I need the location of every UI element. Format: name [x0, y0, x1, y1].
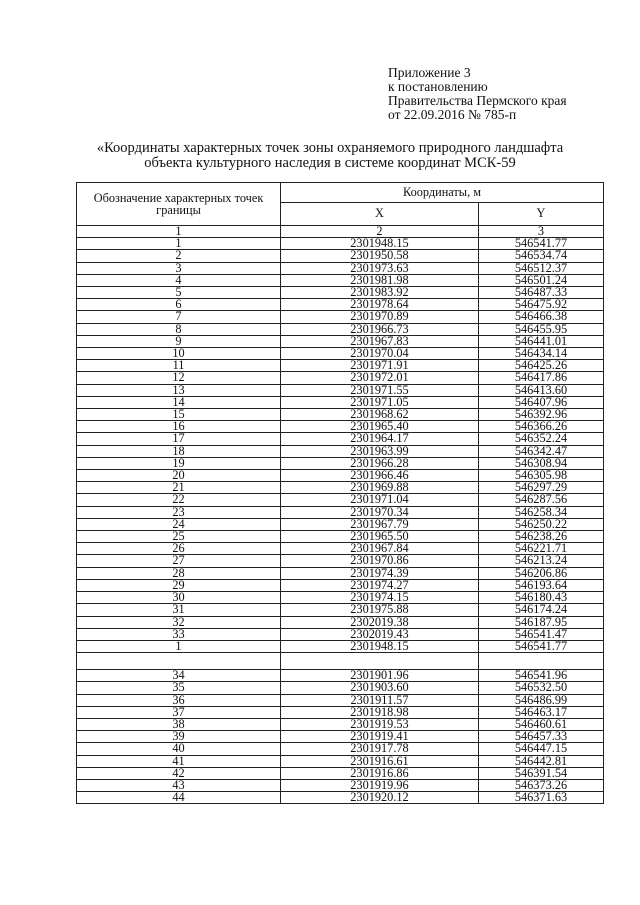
y-coordinate-cell: 546417.86 — [479, 372, 604, 384]
x-coordinate-cell: 2301974.15 — [281, 592, 479, 604]
point-number-cell: 41 — [77, 755, 281, 767]
x-coordinate-cell: 2301970.89 — [281, 311, 479, 323]
point-number-cell: 44 — [77, 792, 281, 804]
table-row — [77, 384, 604, 396]
column-number: 2 — [281, 226, 479, 238]
x-coordinate-cell: 2301920.12 — [281, 792, 479, 804]
y-coordinate-cell: 546392.96 — [479, 409, 604, 421]
table-row — [77, 396, 604, 408]
point-number-cell: 17 — [77, 433, 281, 445]
y-coordinate-cell: 546407.96 — [479, 396, 604, 408]
point-number-cell: 37 — [77, 706, 281, 718]
x-coordinate-cell: 2301963.99 — [281, 445, 479, 457]
appendix-line: Приложение 3 — [388, 65, 471, 80]
point-number-cell: 21 — [77, 482, 281, 494]
y-coordinate-cell: 546425.26 — [479, 360, 604, 372]
point-number-cell: 27 — [77, 555, 281, 567]
x-coordinate-cell: 2301919.53 — [281, 718, 479, 730]
point-number-cell: 33 — [77, 628, 281, 640]
table-row — [77, 238, 604, 250]
point-number-cell: 14 — [77, 396, 281, 408]
table-row — [77, 731, 604, 743]
point-number-cell: 5 — [77, 287, 281, 299]
x-coordinate-cell: 2301971.91 — [281, 360, 479, 372]
table-row — [77, 409, 604, 421]
table-row — [77, 433, 604, 445]
table-row — [77, 348, 604, 360]
x-coordinate-cell: 2301964.17 — [281, 433, 479, 445]
table-row — [77, 543, 604, 555]
point-number-cell: 19 — [77, 457, 281, 469]
x-coordinate-cell: 2301968.62 — [281, 409, 479, 421]
point-number-cell: 42 — [77, 767, 281, 779]
x-coordinate-cell: 2301948.15 — [281, 238, 479, 250]
y-coordinate-cell: 546442.81 — [479, 755, 604, 767]
y-coordinate-cell: 546541.77 — [479, 640, 604, 652]
x-coordinate-cell: 2301918.98 — [281, 706, 479, 718]
table-row — [77, 421, 604, 433]
x-coordinate-cell: 2301966.73 — [281, 323, 479, 335]
x-coordinate-cell: 2301974.27 — [281, 579, 479, 591]
y-coordinate-cell: 546174.24 — [479, 604, 604, 616]
point-number-cell: 1 — [77, 640, 281, 652]
y-coordinate-cell: 546305.98 — [479, 470, 604, 482]
point-number-cell: 34 — [77, 670, 281, 682]
y-coordinate-cell: 546342.47 — [479, 445, 604, 457]
point-number-cell: 20 — [77, 470, 281, 482]
y-coordinate-cell: 546441.01 — [479, 335, 604, 347]
table-row — [77, 743, 604, 755]
table-row — [77, 482, 604, 494]
y-coordinate-cell: 546475.92 — [479, 299, 604, 311]
x-coordinate-cell: 2301970.86 — [281, 555, 479, 567]
table-row — [77, 531, 604, 543]
table-row — [77, 470, 604, 482]
y-coordinate-cell: 546447.15 — [479, 743, 604, 755]
point-number-cell: 7 — [77, 311, 281, 323]
point-number-cell: 24 — [77, 518, 281, 530]
point-number-cell: 43 — [77, 779, 281, 791]
y-coordinate-cell: 546371.63 — [479, 792, 604, 804]
table-row — [77, 604, 604, 616]
x-coordinate-cell: 2301916.61 — [281, 755, 479, 767]
column-number-row — [77, 226, 604, 238]
table-row — [77, 274, 604, 286]
y-coordinate-cell: 546297.29 — [479, 482, 604, 494]
x-coordinate-cell: 2301911.57 — [281, 694, 479, 706]
y-coordinate-cell: 546206.86 — [479, 567, 604, 579]
table-row — [77, 567, 604, 579]
x-coordinate-cell: 2301973.63 — [281, 262, 479, 274]
x-coordinate-cell: 2301901.96 — [281, 670, 479, 682]
table-row — [77, 706, 604, 718]
table-row — [77, 372, 604, 384]
title-line: «Координаты характерных точек зоны охраняемого природного ландшафта — [96, 140, 564, 156]
table-row — [77, 767, 604, 779]
y-coordinate-cell: 546501.24 — [479, 274, 604, 286]
appendix-line: от 22.09.2016 № 785-п — [388, 107, 517, 122]
y-coordinate-cell: 546287.56 — [479, 494, 604, 506]
point-number-cell: 6 — [77, 299, 281, 311]
point-number-cell: 32 — [77, 616, 281, 628]
point-number-cell: 29 — [77, 579, 281, 591]
header-point: Обозначение характерных точек границы — [77, 183, 281, 226]
y-coordinate-cell: 546193.64 — [479, 579, 604, 591]
point-number-cell: 8 — [77, 323, 281, 335]
y-coordinate-cell: 546258.34 — [479, 506, 604, 518]
coordinates-table — [76, 182, 604, 804]
point-number-cell: 18 — [77, 445, 281, 457]
table-row — [77, 592, 604, 604]
point-number-cell: 1 — [77, 238, 281, 250]
x-coordinate-cell: 2301983.92 — [281, 287, 479, 299]
y-coordinate-cell: 546366.26 — [479, 421, 604, 433]
table-row — [77, 299, 604, 311]
empty-cell — [479, 653, 604, 670]
point-number-cell: 38 — [77, 718, 281, 730]
x-coordinate-cell: 2301965.40 — [281, 421, 479, 433]
empty-cell — [77, 653, 281, 670]
y-coordinate-cell: 546221.71 — [479, 543, 604, 555]
point-number-cell: 36 — [77, 694, 281, 706]
x-coordinate-cell: 2301969.88 — [281, 482, 479, 494]
x-coordinate-cell: 2301919.96 — [281, 779, 479, 791]
point-number-cell: 39 — [77, 731, 281, 743]
y-coordinate-cell: 546460.61 — [479, 718, 604, 730]
appendix-block — [388, 66, 567, 122]
point-number-cell: 40 — [77, 743, 281, 755]
point-number-cell: 22 — [77, 494, 281, 506]
table-row — [77, 682, 604, 694]
x-coordinate-cell: 2301981.98 — [281, 274, 479, 286]
x-coordinate-cell: 2301966.46 — [281, 470, 479, 482]
table-row — [77, 579, 604, 591]
point-number-cell: 16 — [77, 421, 281, 433]
point-number-cell: 26 — [77, 543, 281, 555]
title-line: объекта культурного наследия в системе координат МСК-59 — [144, 155, 516, 171]
table-row — [77, 616, 604, 628]
point-number-cell: 28 — [77, 567, 281, 579]
point-number-cell: 30 — [77, 592, 281, 604]
table-row — [77, 670, 604, 682]
point-number-cell: 4 — [77, 274, 281, 286]
x-coordinate-cell: 2301917.78 — [281, 743, 479, 755]
header-y: Y — [479, 203, 604, 226]
header-coordinates: Координаты, м — [281, 183, 604, 203]
document-title — [60, 141, 600, 171]
y-coordinate-cell: 546391.54 — [479, 767, 604, 779]
table-row — [77, 555, 604, 567]
x-coordinate-cell: 2301972.01 — [281, 372, 479, 384]
empty-cell — [281, 653, 479, 670]
y-coordinate-cell: 546457.33 — [479, 731, 604, 743]
point-number-cell: 25 — [77, 531, 281, 543]
table-row — [77, 718, 604, 730]
y-coordinate-cell: 546434.14 — [479, 348, 604, 360]
y-coordinate-cell: 546466.38 — [479, 311, 604, 323]
y-coordinate-cell: 546187.95 — [479, 616, 604, 628]
x-coordinate-cell: 2301975.88 — [281, 604, 479, 616]
table-row — [77, 262, 604, 274]
table-row — [77, 506, 604, 518]
table-row — [77, 779, 604, 791]
y-coordinate-cell: 546534.74 — [479, 250, 604, 262]
y-coordinate-cell: 546308.94 — [479, 457, 604, 469]
x-coordinate-cell: 2301970.34 — [281, 506, 479, 518]
table-row — [77, 311, 604, 323]
point-number-cell: 10 — [77, 348, 281, 360]
table-row — [77, 250, 604, 262]
column-number: 1 — [77, 226, 281, 238]
column-number: 3 — [479, 226, 604, 238]
y-coordinate-cell: 546213.24 — [479, 555, 604, 567]
table-row — [77, 445, 604, 457]
y-coordinate-cell: 546238.26 — [479, 531, 604, 543]
appendix-line: к постановлению — [388, 79, 488, 94]
table-row — [77, 287, 604, 299]
x-coordinate-cell: 2301971.04 — [281, 494, 479, 506]
point-number-cell: 15 — [77, 409, 281, 421]
x-coordinate-cell: 2301967.79 — [281, 518, 479, 530]
x-coordinate-cell: 2301970.04 — [281, 348, 479, 360]
table-row — [77, 640, 604, 652]
x-coordinate-cell: 2301974.39 — [281, 567, 479, 579]
x-coordinate-cell: 2301971.55 — [281, 384, 479, 396]
y-coordinate-cell: 546455.95 — [479, 323, 604, 335]
x-coordinate-cell: 2301965.50 — [281, 531, 479, 543]
y-coordinate-cell: 546541.96 — [479, 670, 604, 682]
y-coordinate-cell: 546250.22 — [479, 518, 604, 530]
x-coordinate-cell: 2301948.15 — [281, 640, 479, 652]
x-coordinate-cell: 2301971.05 — [281, 396, 479, 408]
y-coordinate-cell: 546180.43 — [479, 592, 604, 604]
y-coordinate-cell: 546352.24 — [479, 433, 604, 445]
header-x: X — [281, 203, 479, 226]
point-number-cell: 13 — [77, 384, 281, 396]
y-coordinate-cell: 546373.26 — [479, 779, 604, 791]
x-coordinate-cell: 2302019.38 — [281, 616, 479, 628]
point-number-cell: 9 — [77, 335, 281, 347]
x-coordinate-cell: 2301966.28 — [281, 457, 479, 469]
y-coordinate-cell: 546463.17 — [479, 706, 604, 718]
x-coordinate-cell: 2302019.43 — [281, 628, 479, 640]
table-row — [77, 360, 604, 372]
y-coordinate-cell: 546512.37 — [479, 262, 604, 274]
table-row — [77, 494, 604, 506]
point-number-cell: 2 — [77, 250, 281, 262]
x-coordinate-cell: 2301967.83 — [281, 335, 479, 347]
y-coordinate-cell: 546487.33 — [479, 287, 604, 299]
point-number-cell: 31 — [77, 604, 281, 616]
point-number-cell: 23 — [77, 506, 281, 518]
x-coordinate-cell: 2301950.58 — [281, 250, 479, 262]
x-coordinate-cell: 2301916.86 — [281, 767, 479, 779]
y-coordinate-cell: 546532.50 — [479, 682, 604, 694]
table-row — [77, 755, 604, 767]
table-row — [77, 792, 604, 804]
point-number-cell: 12 — [77, 372, 281, 384]
point-number-cell: 35 — [77, 682, 281, 694]
table-row — [77, 457, 604, 469]
table-row — [77, 323, 604, 335]
y-coordinate-cell: 546541.47 — [479, 628, 604, 640]
y-coordinate-cell: 546413.60 — [479, 384, 604, 396]
point-number-cell: 11 — [77, 360, 281, 372]
x-coordinate-cell: 2301967.84 — [281, 543, 479, 555]
table-gap-row — [77, 653, 604, 670]
y-coordinate-cell: 546486.99 — [479, 694, 604, 706]
table-row — [77, 694, 604, 706]
table-row — [77, 518, 604, 530]
appendix-line: Правительства Пермского края — [388, 93, 567, 108]
table-row — [77, 628, 604, 640]
x-coordinate-cell: 2301903.60 — [281, 682, 479, 694]
y-coordinate-cell: 546541.77 — [479, 238, 604, 250]
table-row — [77, 335, 604, 347]
x-coordinate-cell: 2301978.64 — [281, 299, 479, 311]
point-number-cell: 3 — [77, 262, 281, 274]
x-coordinate-cell: 2301919.41 — [281, 731, 479, 743]
